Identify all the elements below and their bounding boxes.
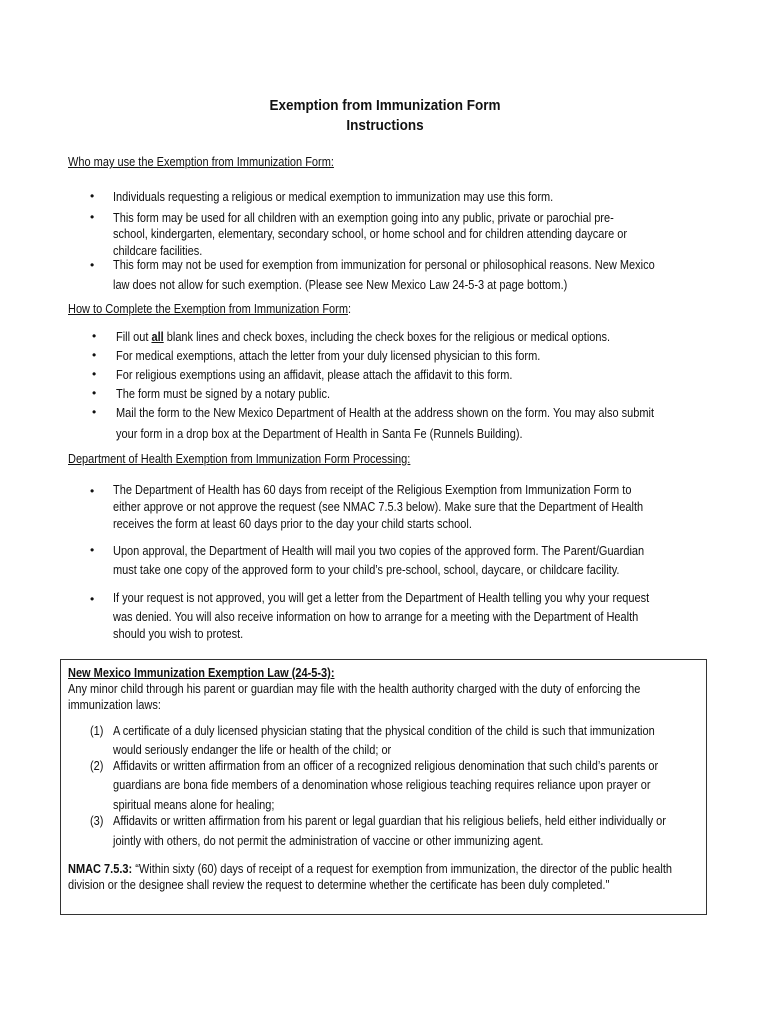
title-line-1: Exemption from Immunization Form xyxy=(269,97,501,114)
nmac-text-1: “Within sixty (60) days of receipt of a request for exemption from immunization, the director of the public health xyxy=(132,862,673,876)
processing-item-3-line-2: was denied. You will also receive information on how to arrange for a meeting with the Department of Health xyxy=(113,610,639,624)
bullet-icon: • xyxy=(92,405,97,419)
who-item-3-line-2: law does not allow for such exemption. (Please see New Mexico Law 24-5-3 at page bottom.) xyxy=(113,278,568,292)
nmac-line-2: division or the designee shall review the request to determine whether the certificate has been duly completed." xyxy=(68,878,610,892)
how-item-1-pre: Fill out xyxy=(116,330,152,344)
how-item-1 xyxy=(116,329,610,346)
how-item-2: For medical exemptions, attach the letter from your duly licensed physician to this form. xyxy=(116,349,541,363)
bullet-icon: • xyxy=(92,329,97,343)
processing-item-3-line-1: If your request is not approved, you will get a letter from the Department of Health telling you why your request xyxy=(113,591,650,605)
who-item-3-line-1: This form may not be used for exemption from immunization for personal or philosophical reasons. New Mexico xyxy=(113,258,655,272)
law-item-3-line-2: jointly with others, do not permit the administration of vaccine or other immunizing agent. xyxy=(113,834,544,848)
bullet-icon: • xyxy=(90,189,95,203)
processing-item-1-line-1: The Department of Health has 60 days from receipt of the Religious Exemption from Immunization Form to xyxy=(113,483,632,497)
law-item-2-num: (2) xyxy=(90,759,104,773)
nmac-line-1 xyxy=(68,861,672,878)
bullet-icon: • xyxy=(92,348,97,362)
processing-item-1-line-3: receives the form at least 60 days prior to the day your child starts school. xyxy=(113,517,472,531)
bullet-icon: • xyxy=(92,367,97,381)
law-item-1-num: (1) xyxy=(90,724,104,738)
who-item-2-line-2: school, kindergarten, elementary, secondary school, or home school and for children attending daycare or xyxy=(113,227,628,241)
how-item-3: For religious exemptions using an affidavit, please attach the affidavit to this form. xyxy=(116,368,513,382)
law-item-1-line-2: would seriously endanger the life or health of the child; or xyxy=(113,743,392,757)
law-intro-line-1: Any minor child through his parent or guardian may file with the health authority charged with the duty of enforcing the xyxy=(68,682,641,696)
who-item-1-line-1: Individuals requesting a religious or medical exemption to immunization may use this form. xyxy=(113,190,554,204)
processing-item-2-line-1: Upon approval, the Department of Health will mail you two copies of the approved form. The Parent/Guardian xyxy=(113,544,645,558)
how-item-1-bold: all xyxy=(151,330,164,344)
processing-item-1-line-2: either approve or not approve the request (see NMAC 7.5.3 below). Make sure that the Department of Health xyxy=(113,500,644,514)
how-heading-suffix: : xyxy=(347,302,352,316)
who-item-2-line-1: This form may be used for all children with an exemption going into any public, private or parochial pre- xyxy=(113,211,614,225)
how-heading-text: How to Complete the Exemption from Immunization Form xyxy=(68,302,348,316)
bullet-icon: • xyxy=(90,543,95,557)
law-item-2-line-3: spiritual means alone for healing; xyxy=(113,798,275,812)
how-item-5-line-2: your form in a drop box at the Department of Health in Santa Fe (Runnels Building). xyxy=(116,427,523,441)
processing-item-3-line-3: should you wish to protest. xyxy=(113,627,244,641)
law-item-3-num: (3) xyxy=(90,814,104,828)
who-heading: Who may use the Exemption from Immunization Form: xyxy=(68,155,334,169)
law-intro-line-2: immunization laws: xyxy=(68,698,161,712)
nmac-label: NMAC 7.5.3: xyxy=(68,862,133,876)
law-item-2-line-1: Affidavits or written affirmation from an officer of a recognized religious denomination that such child’s parents or xyxy=(113,759,659,773)
bullet-icon: • xyxy=(90,484,95,498)
bullet-icon: • xyxy=(90,210,95,224)
law-heading: New Mexico Immunization Exemption Law (24-5-3): xyxy=(68,666,335,680)
how-item-1-post: blank lines and check boxes, including the check boxes for the religious or medical options. xyxy=(163,330,611,344)
law-item-2-line-2: guardians are bona fide members of a denomination whose religious teaching requires reliance upon prayer or xyxy=(113,778,651,792)
processing-heading: Department of Health Exemption from Immunization Form Processing: xyxy=(68,452,411,466)
bullet-icon: • xyxy=(90,258,95,272)
how-item-4: The form must be signed by a notary public. xyxy=(116,387,331,401)
law-item-3-line-1: Affidavits or written affirmation from his parent or legal guardian that his religious beliefs, held either individually or xyxy=(113,814,666,828)
title-line-2: Instructions xyxy=(346,117,424,134)
bullet-icon: • xyxy=(90,592,95,606)
how-heading xyxy=(68,301,351,318)
who-item-2-line-3: childcare facilities. xyxy=(113,244,203,258)
document-title xyxy=(39,96,732,136)
how-item-5-line-1: Mail the form to the New Mexico Department of Health at the address shown on the form. You may also submit xyxy=(116,406,655,420)
processing-item-2-line-2: must take one copy of the approved form to your child’s pre-school, school, daycare, or childcare facility. xyxy=(113,563,620,577)
law-item-1-line-1: A certificate of a duly licensed physician stating that the physical condition of the child is such that immunization xyxy=(113,724,655,738)
bullet-icon: • xyxy=(92,386,97,400)
